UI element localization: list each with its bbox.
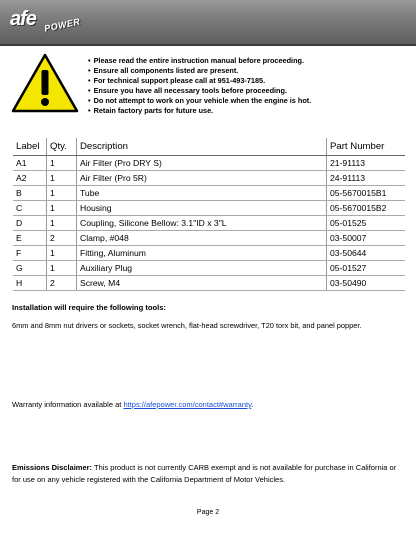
header-description: Description: [77, 138, 327, 156]
table-row: [13, 201, 405, 216]
cell-description: Clamp, #048: [77, 231, 327, 246]
cell-label: B: [13, 186, 47, 201]
cell-part-number: 03-50007: [327, 231, 406, 246]
cell-part-number: 05-01527: [327, 261, 406, 276]
warranty-line: [12, 400, 253, 409]
logo-sub-text: POWER: [43, 16, 82, 34]
cell-description: Screw, M4: [77, 276, 327, 291]
cell-description: Coupling, Silicone Bellow: 3.1"ID x 3"L: [77, 216, 327, 231]
warning-triangle-icon: [10, 52, 80, 114]
cell-qty: 1: [47, 216, 77, 231]
note-item: • Ensure you have all necessary tools before proceeding.: [88, 86, 311, 96]
warranty-suffix: .: [251, 400, 254, 409]
header-label: Label: [13, 138, 47, 156]
parts-table: [13, 138, 405, 291]
cell-qty: 2: [47, 276, 77, 291]
table-row: [13, 246, 405, 261]
table-row: [13, 156, 405, 171]
header-bar: [0, 0, 416, 46]
cell-description: Tube: [77, 186, 327, 201]
cell-description: Housing: [77, 201, 327, 216]
cell-label: F: [13, 246, 47, 261]
cell-label: A2: [13, 171, 47, 186]
cell-description: Air Filter (Pro 5R): [77, 171, 327, 186]
cell-part-number: 24-91113: [327, 171, 406, 186]
cell-part-number: 21-91113: [327, 156, 406, 171]
afe-power-logo: [10, 6, 86, 38]
page-number: Page 2: [196, 509, 220, 516]
note-item: • Please read the entire instruction manual before proceeding.: [88, 56, 311, 66]
cell-description: Fitting, Aluminum: [77, 246, 327, 261]
cell-part-number: 03-50490: [327, 276, 406, 291]
warranty-link[interactable]: https://afepower.com/contact#warranty: [123, 400, 252, 409]
cell-qty: 1: [47, 186, 77, 201]
table-row: [13, 261, 405, 276]
logo-main-text: afe: [10, 8, 36, 30]
emissions-disclaimer: [12, 462, 404, 485]
note-item: • Ensure all components listed are present.: [88, 66, 311, 76]
cell-label: H: [13, 276, 47, 291]
table-header-row: [13, 138, 405, 156]
safety-notes-list: [88, 56, 311, 116]
cell-label: A1: [13, 156, 47, 171]
cell-qty: 1: [47, 156, 77, 171]
cell-label: G: [13, 261, 47, 276]
note-item: • Retain factory parts for future use.: [88, 106, 311, 116]
cell-label: D: [13, 216, 47, 231]
cell-qty: 2: [47, 231, 77, 246]
table-row: [13, 216, 405, 231]
header-part-number: Part Number: [327, 138, 406, 156]
tools-list: 6mm and 8mm nut drivers or sockets, socket wrench, flat-head screwdriver, T20 torx bit, and panel popper.: [12, 321, 362, 330]
table-row: [13, 231, 405, 246]
cell-label: C: [13, 201, 47, 216]
cell-qty: 1: [47, 201, 77, 216]
cell-part-number: 05-01525: [327, 216, 406, 231]
table-row: [13, 171, 405, 186]
cell-part-number: 05-5670015B2: [327, 201, 406, 216]
cell-part-number: 03-50644: [327, 246, 406, 261]
warranty-prefix: Warranty information available at: [12, 400, 124, 409]
note-item: • Do not attempt to work on your vehicle when the engine is hot.: [88, 96, 311, 106]
cell-qty: 1: [47, 171, 77, 186]
cell-qty: 1: [47, 246, 77, 261]
table-row: [13, 186, 405, 201]
tools-heading: Installation will require the following tools:: [12, 303, 166, 312]
cell-part-number: 05-5670015B1: [327, 186, 406, 201]
disclaimer-label: Emissions Disclaimer:: [12, 463, 93, 472]
cell-qty: 1: [47, 261, 77, 276]
cell-label: E: [13, 231, 47, 246]
note-item: • For technical support please call at 951-493-7185.: [88, 76, 311, 86]
cell-description: Auxiliary Plug: [77, 261, 327, 276]
header-qty: Qty.: [47, 138, 77, 156]
disclaimer-text: This product is not currently CARB exempt and is not available for purchase in California or for use on any vehicle registered with the California Department of Motor Vehicles.: [12, 463, 397, 484]
table-row: [13, 276, 405, 291]
cell-description: Air Filter (Pro DRY S): [77, 156, 327, 171]
